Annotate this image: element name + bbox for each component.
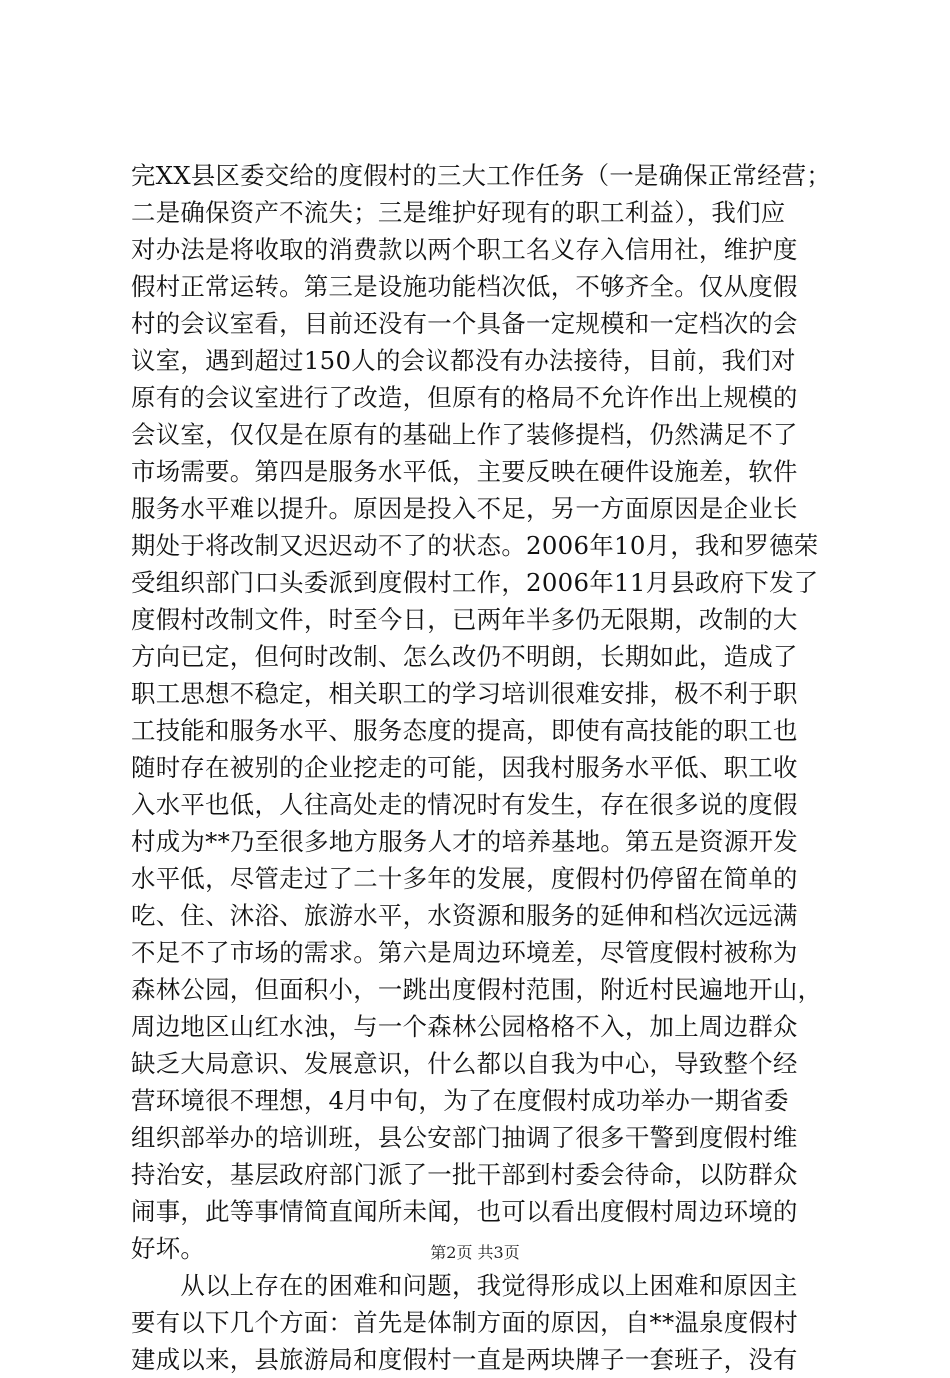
text-line: 好坏。 [131,1234,206,1263]
text-line: 职工思想不稳定，相关职工的学习培训很难安排，极不利于职 [131,679,798,708]
text-line: 对办法是将收取的消费款以两个职工名义存入信用社，维护度 [131,235,798,264]
text-line: 入水平也低，人往高处走的情况时有发生，存在很多说的度假 [131,790,798,819]
text-line: 水平低，尽管走过了二十多年的发展，度假村仍停留在简单的 [131,864,798,893]
text-line: 假村正常运转。第三是设施功能档次低，不够齐全。仅从度假 [131,272,798,301]
text-line: 从以上存在的困难和问题，我觉得形成以上困难和原因主 [131,1271,798,1300]
text-line: 闹事，此等事情简直闻所未闻，也可以看出度假村周边环境的 [131,1197,798,1226]
text-line: 会议室，仅仅是在原有的基础上作了装修提档，仍然满足不了 [131,420,798,449]
text-line: 森林公园，但面积小，一跳出度假村范围，附近村民遍地开山， [131,975,823,1004]
text-line: 议室，遇到超过150人的会议都没有办法接待，目前，我们对 [131,346,796,375]
text-line: 完XX县区委交给的度假村的三大工作任务（一是确保正常经营； [131,161,831,190]
text-line: 受组织部门口头委派到度假村工作，2006年11月县政府下发了 [131,568,819,597]
page-number-label: 第2页 共3页 [430,1243,520,1262]
text-line: 村成为**乃至很多地方服务人才的培养基地。第五是资源开发 [131,827,798,856]
text-line: 方向已定，但何时改制、怎么改仍不明朗，长期如此，造成了 [131,642,798,671]
text-line: 建成以来，县旅游局和度假村一直是两块牌子一套班子，没有 [131,1345,798,1374]
text-line: 村的会议室看，目前还没有一个具备一定规模和一定档次的会 [131,309,798,338]
text-line: 持治安，基层政府部门派了一批干部到村委会待命，以防群众 [131,1160,798,1189]
page-footer [0,1240,950,1263]
text-line: 市场需要。第四是服务水平低，主要反映在硬件设施差，软件 [131,457,798,486]
text-line: 要有以下几个方面：首先是体制方面的原因，自**温泉度假村 [131,1308,798,1337]
text-line: 周边地区山红水浊，与一个森林公园格格不入，加上周边群众 [131,1012,798,1041]
text-line: 工技能和服务水平、服务态度的提高，即使有高技能的职工也 [131,716,798,745]
text-line: 缺乏大局意识、发展意识，什么都以自我为中心，导致整个经 [131,1049,798,1078]
text-line: 原有的会议室进行了改造，但原有的格局不允许作出上规模的 [131,383,798,412]
text-line: 组织部举办的培训班，县公安部门抽调了很多干警到度假村维 [131,1123,798,1152]
text-line: 度假村改制文件，时至今日，已两年半多仍无限期，改制的大 [131,605,798,634]
text-line: 营环境很不理想，4月中旬，为了在度假村成功举办一期省委 [131,1086,789,1115]
text-line: 吃、住、沐浴、旅游水平，水资源和服务的延伸和档次远远满 [131,901,798,930]
text-line: 不足不了市场的需求。第六是周边环境差，尽管度假村被称为 [131,938,798,967]
text-line: 服务水平难以提升。原因是投入不足，另一方面原因是企业长 [131,494,798,523]
document-body [131,157,831,1378]
text-line: 期处于将改制又迟迟动不了的状态。2006年10月，我和罗德荣 [131,531,819,560]
text-line: 二是确保资产不流失；三是维护好现有的职工利益），我们应 [131,198,786,227]
text-line: 随时存在被别的企业挖走的可能，因我村服务水平低、职工收 [131,753,798,782]
